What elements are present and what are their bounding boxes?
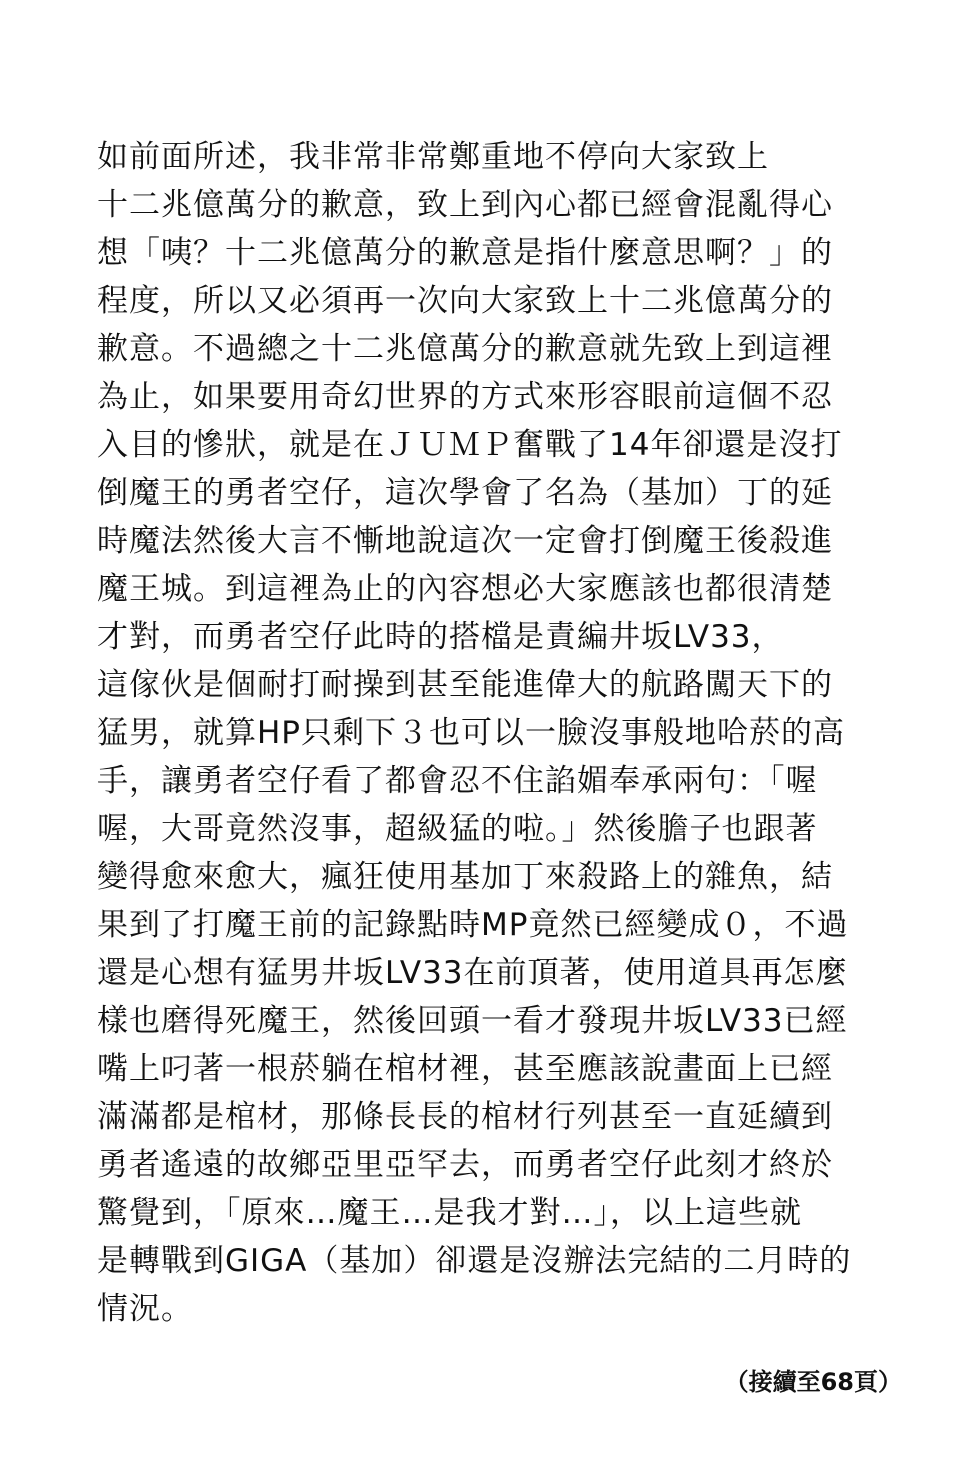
- text-line: 果到了打魔王前的記錄點時MP竟然已經變成０，不過: [97, 907, 849, 943]
- text-line: 入目的慘狀，就是在ＪＵＭＰ奮戰了14年卻還是沒打: [97, 427, 843, 463]
- text-line: 想「咦？十二兆億萬分的歉意是指什麼意思啊？」的: [97, 235, 833, 271]
- text-line: 變得愈來愈大，瘋狂使用基加丁來殺路上的雜魚，結: [97, 859, 833, 895]
- text-line: 情況。: [97, 1291, 193, 1327]
- text-line: 勇者遙遠的故鄉亞里亞罕去，而勇者空仔此刻才終於: [97, 1147, 833, 1183]
- text-line: 猛男，就算HP只剩下３也可以一臉沒事般地哈菸的高: [97, 715, 846, 751]
- text-line: 如前面所述，我非常非常鄭重地不停向大家致上: [97, 139, 769, 175]
- text-line: 嘴上叼著一根菸躺在棺材裡，甚至應該說畫面上已經: [97, 1051, 833, 1087]
- text-line: 樣也磨得死魔王，然後回頭一看才發現井坂LV33已經: [97, 1003, 848, 1039]
- text-line: 喔，大哥竟然沒事，超級猛的啦。」然後膽子也跟著: [97, 811, 818, 847]
- text-line: 還是心想有猛男井坂LV33在前頂著，使用道具再怎麼: [97, 955, 848, 991]
- text-line: 才對，而勇者空仔此時的搭檔是責編井坂LV33，: [97, 619, 784, 655]
- continuation-note: （接續至68頁）: [724, 1368, 902, 1396]
- text-line: 這傢伙是個耐打耐操到甚至能進偉大的航路闖天下的: [97, 667, 833, 703]
- body-text: [97, 133, 927, 1333]
- text-line: 手，讓勇者空仔看了都會忍不住諂媚奉承兩句：「喔: [97, 763, 818, 799]
- text-line: 歉意。不過總之十二兆億萬分的歉意就先致上到這裡: [97, 331, 833, 367]
- text-line: 時魔法然後大言不慚地說這次一定會打倒魔王後殺進: [97, 523, 833, 559]
- text-line: 驚覺到，「原來…魔王…是我才對…」，以上這些就: [97, 1195, 802, 1231]
- text-line: 魔王城。到這裡為止的內容想必大家應該也都很清楚: [97, 571, 833, 607]
- text-line: 程度，所以又必須再一次向大家致上十二兆億萬分的: [97, 283, 833, 319]
- text-line: 為止，如果要用奇幻世界的方式來形容眼前這個不忍: [97, 379, 833, 415]
- text-line: 倒魔王的勇者空仔，這次學會了名為（基加）丁的延: [97, 475, 833, 511]
- text-line: 滿滿都是棺材，那條長長的棺材行列甚至一直延續到: [97, 1099, 833, 1135]
- text-line: 十二兆億萬分的歉意，致上到內心都已經會混亂得心: [97, 187, 833, 223]
- text-line: 是轉戰到GIGA（基加）卻還是沒辦法完結的二月時的: [97, 1243, 852, 1279]
